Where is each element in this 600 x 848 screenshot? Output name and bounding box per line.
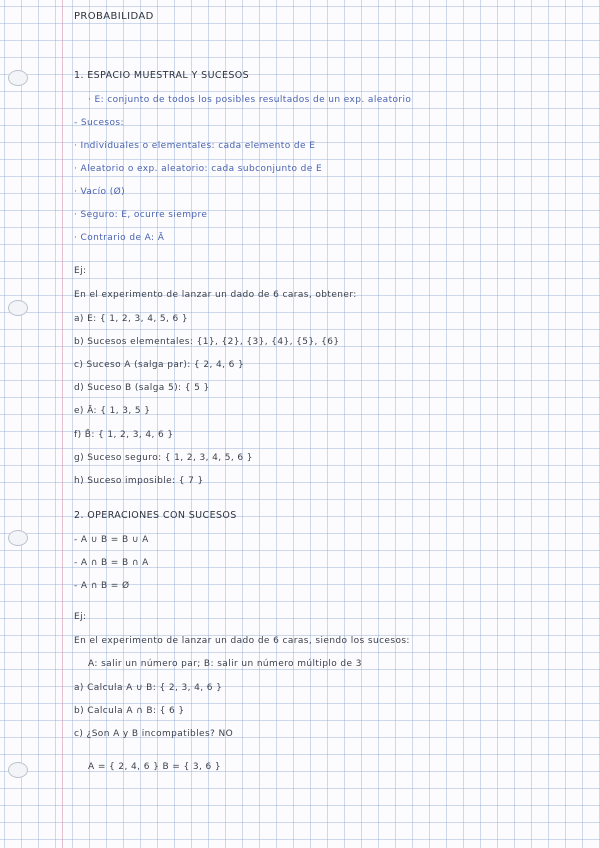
example-sets: A = { 2, 4, 6 } B = { 3, 6 } [88,762,222,772]
page-title: PROBABILIDAD [74,11,154,22]
example-item: h) Suceso imposible: { 7 } [74,476,204,486]
binder-hole [8,300,28,316]
definition-line: · E: conjunto de todos los posibles resultados de un exp. aleatorio [88,95,412,105]
section-heading: 1. ESPACIO MUESTRAL Y SUCESOS [74,70,250,81]
definition-line: · Seguro: E, ocurre siempre [74,210,208,220]
margin-line [62,0,63,848]
example-statement: A: salir un número par; B: salir un número múltiplo de 3 [88,659,362,669]
example-statement: En el experimento de lanzar un dado de 6 caras, obtener: [74,290,357,300]
example-item: f) B̄: { 1, 2, 3, 4, 6 } [74,430,174,440]
example-item: c) ¿Son A y B incompatibles? NO [74,729,234,739]
definition-line: · Contrario de A: Ā [74,233,165,243]
example-item: c) Suceso A (salga par): { 2, 4, 6 } [74,360,245,370]
binder-hole [8,530,28,546]
binder-hole [8,70,28,86]
example-item: b) Calcula A ∩ B: { 6 } [74,706,185,716]
operation-line: - A ∪ B = B ∪ A [74,535,149,545]
example-item: a) Calcula A ∪ B: { 2, 3, 4, 6 } [74,683,223,693]
example-item: g) Suceso seguro: { 1, 2, 3, 4, 5, 6 } [74,453,253,463]
example-item: a) E: { 1, 2, 3, 4, 5, 6 } [74,314,189,324]
example-label: Ej: [74,612,87,622]
section-heading: 2. OPERACIONES CON SUCESOS [74,510,237,521]
operation-line: - A ∩ B = B ∩ A [74,558,149,568]
example-item: d) Suceso B (salga 5): { 5 } [74,383,210,393]
definition-line: · Vacío (Ø) [74,187,126,197]
example-item: e) Ā: { 1, 3, 5 } [74,406,151,416]
definition-line: · Aleatorio o exp. aleatorio: cada subconjunto de E [74,164,323,174]
example-label: Ej: [74,266,87,276]
operation-line: - A ∩ B = Ø [74,581,130,591]
example-statement: En el experimento de lanzar un dado de 6 caras, siendo los sucesos: [74,636,410,646]
binder-hole [8,762,28,778]
definition-line: - Sucesos: [74,118,124,128]
definition-line: · Individuales o elementales: cada elemento de E [74,141,316,151]
example-item: b) Sucesos elementales: {1}, {2}, {3}, {4}, {5}, {6} [74,337,340,347]
